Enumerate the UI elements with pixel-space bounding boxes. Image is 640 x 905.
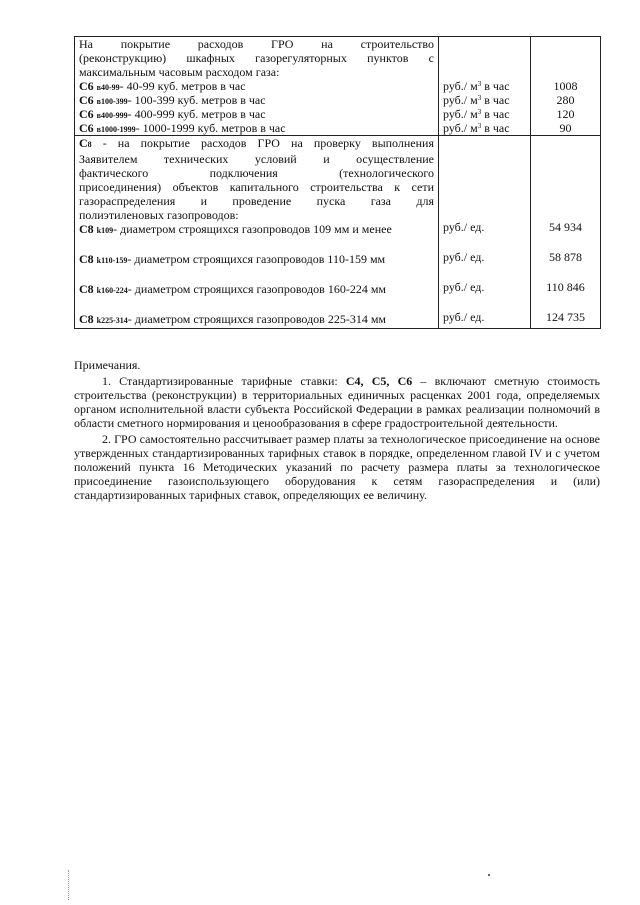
item-text: - 1000-1999 куб. метров в час [135, 121, 286, 135]
row1-intro [79, 37, 434, 79]
row2-intro-line: газораспределения и проведение пуска газа для [79, 194, 434, 208]
row1-items [79, 79, 434, 135]
row2-intro-line: фактического подключения (технологического [79, 166, 434, 180]
list-item [79, 93, 434, 107]
row2-units [439, 136, 531, 329]
item-text: - диаметром строящихся газопроводов 160-224 мм [127, 282, 387, 296]
row2-intro-line: присоединения) объектов капитального строительства к сети [79, 180, 434, 194]
unit-cell: руб./ ед. [443, 280, 485, 294]
margin-dots [68, 870, 71, 900]
row1-intro-line: На покрытие расходов ГРО на строительство [79, 37, 434, 51]
tariff-code: С6 в100-399 [79, 93, 128, 107]
table-row [75, 136, 601, 329]
value-cell: 124 735 [546, 310, 585, 324]
unit-cell: руб./ $м^3$ в час [443, 121, 510, 135]
tariff-code: С8 k109 [79, 222, 114, 236]
item-text: - 40-99 куб. метров в час [119, 79, 246, 93]
item-text: - 100-399 куб. метров в час [127, 93, 266, 107]
row2-description [75, 136, 439, 329]
value-cell: 58 878 [549, 250, 582, 264]
item-text: - диаметром строящихся газопроводов 109 мм и менее [113, 222, 392, 236]
note-paragraph: 1. Стандартизированные тарифные ставки: С4, С5, С6 – включают сметную стоимость строительства (реконструкции) в территориальных единичных расценках 2001 года, определяемых органом исполнительной власти субъекта Российской Федерации в рамках реализации полномочий в области сметного нормирования и ценообразования в сфере градостроительной деятельности. [74, 374, 601, 430]
value-cell: 1008 [553, 79, 578, 93]
note-paragraph: 2. ГРО самостоятельно рассчитывает размер платы за технологическое присоединение на основе утвержденных стандартизированных тарифных ставок в порядке, определенном главой IV и с учетом положений пункта 16 Методических указаний по расчету размера платы за технологическое присоединение газоиспользующего оборудования к сетям газораспределения и (или) стандартизированных тарифных ставок, определяющих ее величину. [74, 432, 600, 502]
unit-cell: руб./ $м^3$ в час [443, 107, 510, 121]
unit-cell: руб./ $м^3$ в час [443, 79, 510, 93]
tariff-code: С8 k225-314 [79, 312, 128, 326]
tariff-codes: С4, С5, С6 [345, 374, 413, 388]
row1-intro-line: (реконструкцию) шкафных газорегуляторных пунктов с [79, 51, 434, 65]
row2-intro-line: Заявителем технических условий и осуществление [79, 152, 434, 166]
tariff-code: С8 k160-224 [79, 282, 128, 296]
list-item [79, 121, 434, 135]
notes-title: Примечания. [74, 358, 141, 372]
unit-cell: руб./ $м^3$ в час [443, 93, 510, 107]
list-item [79, 312, 434, 328]
row1-intro-line: максимальным часовым расходом газа: [79, 65, 280, 79]
row2-intro-line: С8 - на покрытие расходов ГРО на проверку выполнения [79, 136, 434, 150]
tariff-table [74, 36, 601, 329]
tariff-code: С6 в400-999 [79, 107, 128, 121]
unit-cell: руб./ ед. [443, 250, 485, 264]
list-item [79, 282, 434, 312]
row1-description [75, 37, 439, 136]
scan-speck [488, 874, 490, 876]
row2-intro [79, 136, 434, 222]
value-cell: 90 [559, 121, 572, 135]
unit-cell: руб./ ед. [443, 220, 485, 234]
list-item [79, 252, 434, 282]
row2-intro-line: полиэтиленовых газопроводов: [79, 208, 239, 222]
tariff-code: С6 в1000-1999 [79, 121, 136, 135]
value-cell: 120 [556, 107, 575, 121]
item-text: - 400-999 куб. метров в час [127, 107, 266, 121]
notes-section [74, 358, 600, 504]
row1-units [439, 37, 531, 136]
unit-cell: руб./ ед. [443, 310, 485, 324]
list-item [79, 107, 434, 121]
list-item [79, 222, 434, 252]
value-cell: 280 [556, 93, 575, 107]
row1-values [531, 37, 601, 136]
item-text: - диаметром строящихся газопроводов 225-314 мм [127, 312, 387, 326]
tariff-code: С8 k110-159 [79, 252, 128, 266]
tariff-code: С6 в40-99 [79, 79, 120, 93]
item-text: - диаметром строящихся газопроводов 110-159 мм [127, 252, 386, 266]
value-cell: 54 934 [549, 220, 582, 234]
value-cell: 110 846 [546, 280, 585, 294]
list-item [79, 79, 434, 93]
table-row [75, 37, 601, 136]
row2-values [531, 136, 601, 329]
